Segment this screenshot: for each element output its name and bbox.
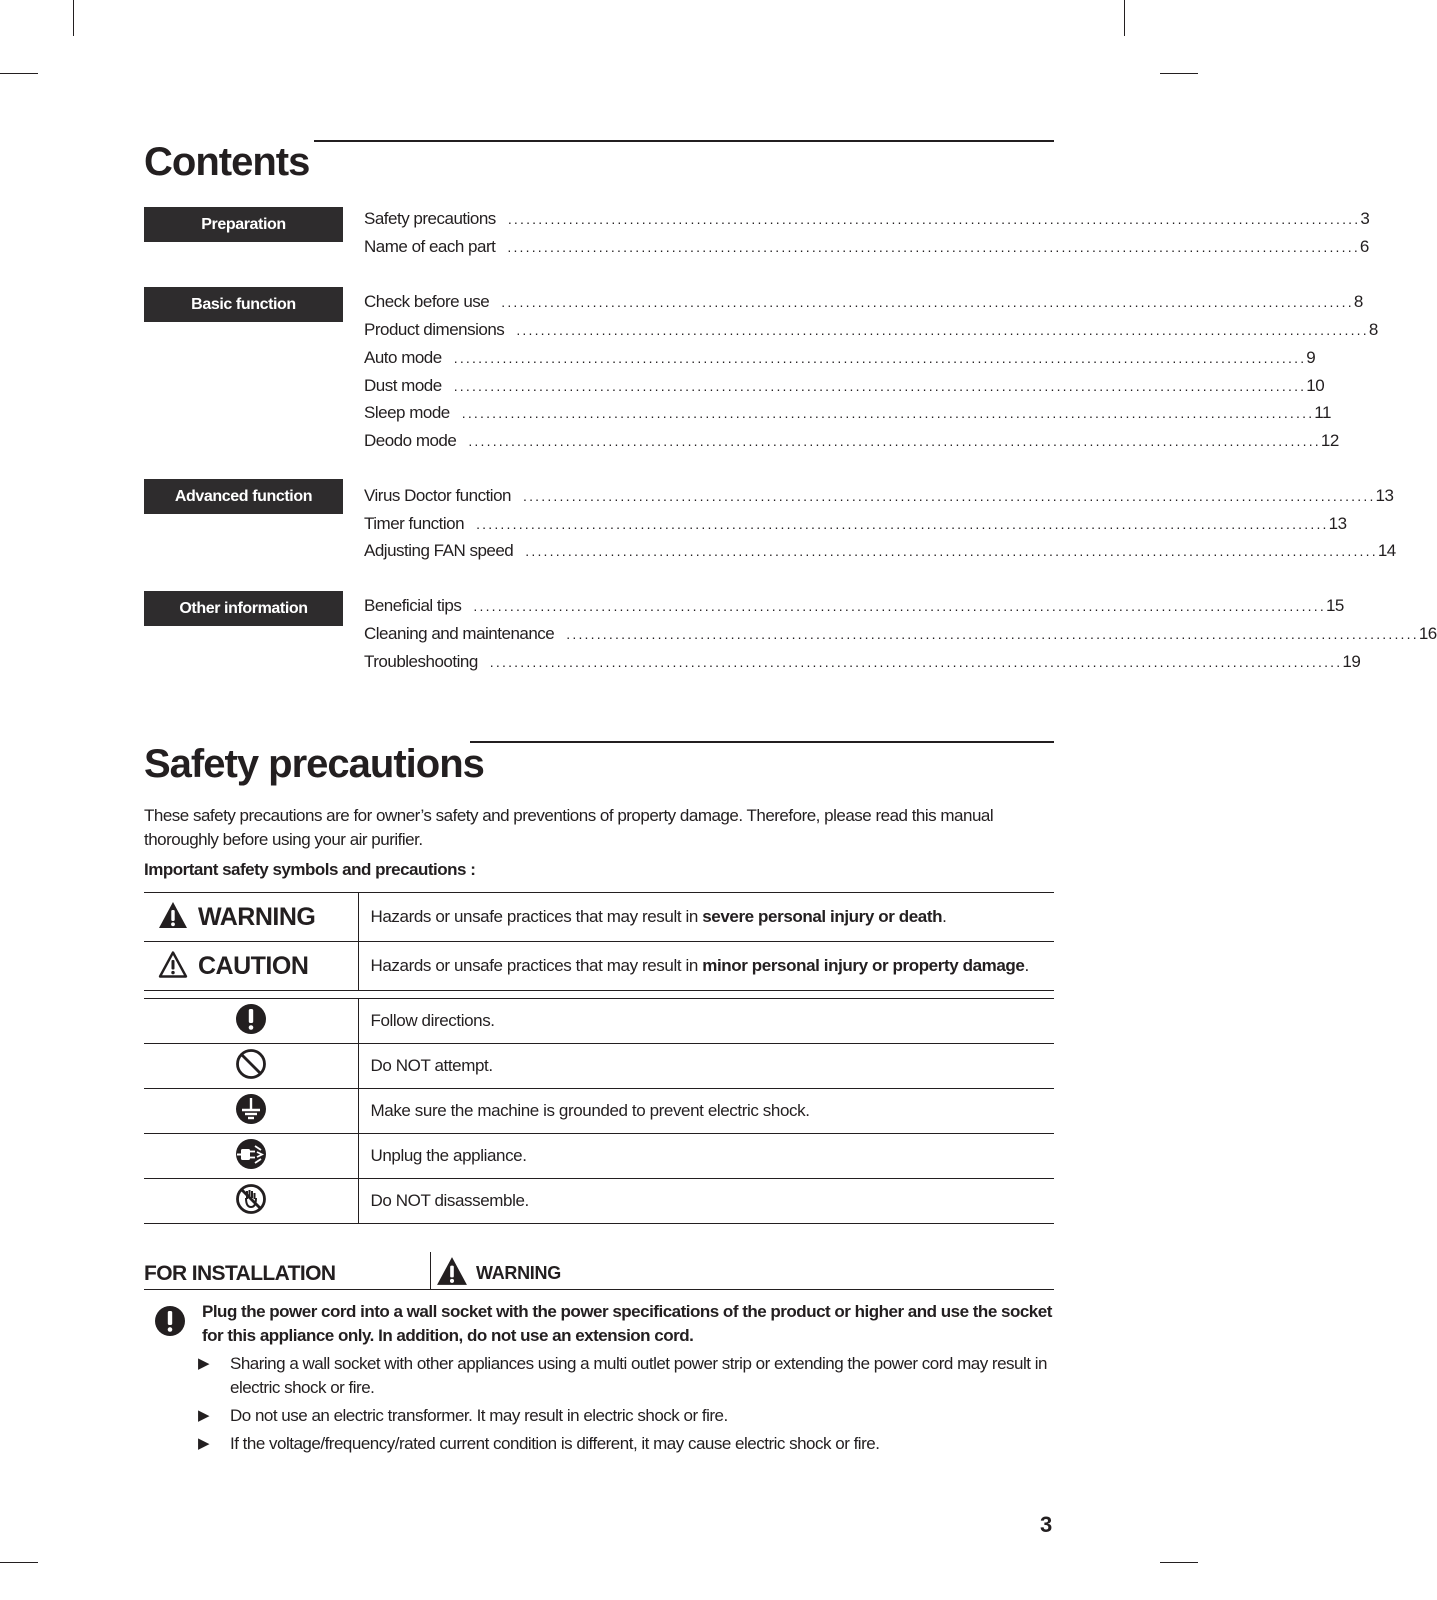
category-preparation: Preparation	[144, 207, 343, 242]
contents-entry-page: 10	[1306, 376, 1325, 395]
safety-rule	[470, 741, 1054, 743]
ground-icon	[235, 1093, 267, 1130]
follow-directions-icon	[235, 1003, 267, 1040]
leader-dots: ............................................................................................................................................	[461, 405, 1315, 421]
divider	[430, 1252, 431, 1290]
contents-entry-page: 8	[1353, 292, 1363, 311]
contents-entry	[364, 620, 1437, 644]
contents-entry-label: Safety precautions	[364, 209, 496, 228]
contents-entry-label: Product dimensions	[364, 320, 505, 339]
crop-mark	[1160, 73, 1198, 74]
leader-dots: ............................................................................................................................................	[525, 543, 1378, 559]
contents-entry	[364, 427, 1339, 451]
table-row	[144, 1089, 1054, 1134]
contents-entry-label: Beneficial tips	[364, 596, 462, 615]
table-row	[144, 1044, 1054, 1089]
table-row	[144, 1134, 1054, 1179]
symbol-description: Make sure the machine is grounded to prevent electric shock.	[358, 1089, 1054, 1134]
contents-entry-label: Timer function	[364, 514, 465, 533]
leader-dots: ............................................................................................................................................	[476, 516, 1329, 532]
safety-subhead: Important safety symbols and precautions :	[144, 860, 476, 879]
caution-emphasis: minor personal injury or property damage	[702, 956, 1025, 975]
do-not-disassemble-icon	[235, 1183, 267, 1220]
contents-entry	[364, 399, 1331, 423]
crop-mark	[1160, 1562, 1198, 1563]
bullet-arrow-icon: ▶	[198, 1435, 210, 1452]
contents-entry	[364, 510, 1347, 534]
contents-entry-label: Troubleshooting	[364, 652, 478, 671]
contents-entry-label: Deodo mode	[364, 431, 457, 450]
contents-entry-label: Sleep mode	[364, 403, 450, 422]
category-other-information: Other information	[144, 591, 343, 626]
contents-entry-page: 9	[1306, 348, 1316, 367]
contents-entry-page: 14	[1377, 541, 1396, 560]
warning-emphasis: severe personal injury or death	[702, 907, 943, 926]
contents-entry-page: 6	[1359, 237, 1369, 256]
contents-entry-page: 16	[1418, 624, 1437, 643]
contents-entry	[364, 233, 1369, 257]
contents-entry-label: Auto mode	[364, 348, 442, 367]
leader-dots: ............................................................................................................................................	[507, 239, 1360, 255]
contents-rule	[314, 140, 1054, 142]
contents-entry-page: 13	[1328, 514, 1347, 533]
leader-dots: ............................................................................................................................................	[453, 378, 1307, 394]
table-row	[144, 1179, 1054, 1224]
contents-entry-page: 12	[1320, 431, 1339, 450]
table-row	[144, 999, 1054, 1044]
follow-directions-icon	[154, 1305, 186, 1342]
list-item: ▶ If the voltage/frequency/rated current condition is different, it may cause electric shock or fire.	[198, 1432, 1058, 1456]
symbol-description: Unplug the appliance.	[358, 1134, 1054, 1179]
contents-entry-label: Cleaning and maintenance	[364, 624, 555, 643]
table-row: WARNING Hazards or unsafe practices that may result in severe personal injury or death.	[144, 893, 1054, 942]
contents-entry	[364, 482, 1394, 506]
caution-description: Hazards or unsafe practices that may result in	[370, 956, 703, 975]
contents-entry	[364, 592, 1344, 616]
leader-dots: ............................................................................................................................................	[501, 294, 1354, 310]
contents-entry-label: Name of each part	[364, 237, 496, 256]
do-not-attempt-icon	[235, 1048, 267, 1085]
contents-entry-label: Adjusting FAN speed	[364, 541, 514, 560]
leader-dots: ............................................................................................................................................	[507, 211, 1361, 227]
warning-label: WARNING	[198, 902, 316, 931]
contents-entry-label: Virus Doctor function	[364, 486, 511, 505]
contents-entry-page: 13	[1375, 486, 1394, 505]
contents-entry-page: 15	[1325, 596, 1344, 615]
symbol-table	[144, 998, 1054, 1224]
hazard-level-table	[144, 892, 1054, 991]
list-item: ▶ Sharing a wall socket with other appliances using a multi outlet power strip or extending the power cord may result in electric shock or fire.	[198, 1352, 1058, 1400]
crop-mark	[73, 0, 74, 36]
warning-icon	[158, 901, 188, 934]
symbol-description: Do NOT disassemble.	[358, 1179, 1054, 1224]
contents-title: Contents	[144, 140, 310, 184]
contents-entry-label: Check before use	[364, 292, 490, 311]
installation-warning-label: WARNING	[476, 1263, 561, 1283]
installation-main-instruction: Plug the power cord into a wall socket with the power specifications of the product or higher and use the socket for this appliance only. In addition, do not use an extension cord.	[202, 1302, 1052, 1345]
contents-entry-page: 19	[1342, 652, 1361, 671]
contents-entry-page: 11	[1314, 403, 1331, 422]
bullet-arrow-icon: ▶	[198, 1355, 210, 1372]
contents-entry	[364, 316, 1378, 340]
crop-mark	[0, 1562, 38, 1563]
leader-dots: ............................................................................................................................................	[468, 433, 1321, 449]
category-advanced-function: Advanced function	[144, 479, 343, 514]
bullet-arrow-icon: ▶	[198, 1407, 210, 1424]
list-item: ▶ Do not use an electric transformer. It may result in electric shock or fire.	[198, 1404, 1058, 1428]
warning-icon	[436, 1256, 468, 1291]
safety-intro: These safety precautions are for owner’s safety and preventions of property damage. Therefore, please read this manual thoroughly before using your air purifier.	[144, 806, 994, 849]
caution-icon	[158, 950, 188, 983]
symbol-description: Do NOT attempt.	[358, 1044, 1054, 1089]
contents-entry	[364, 344, 1316, 368]
contents-entry	[364, 648, 1361, 672]
leader-dots: ............................................................................................................................................	[473, 598, 1326, 614]
contents-entry	[364, 288, 1363, 312]
contents-entry-label: Dust mode	[364, 376, 442, 395]
contents-entry	[364, 205, 1370, 229]
crop-mark	[1124, 0, 1125, 36]
contents-entry-page: 3	[1360, 209, 1370, 228]
warning-description: Hazards or unsafe practices that may result in	[370, 907, 703, 926]
crop-mark	[0, 73, 38, 74]
leader-dots: ............................................................................................................................................	[566, 626, 1419, 642]
contents-entry	[364, 537, 1396, 561]
leader-dots: ............................................................................................................................................	[489, 654, 1343, 670]
leader-dots: ............................................................................................................................................	[516, 322, 1369, 338]
safety-title: Safety precautions	[144, 742, 484, 786]
caution-label: CAUTION	[198, 951, 309, 980]
installation-header	[144, 1252, 1054, 1290]
installation-title: FOR INSTALLATION	[144, 1262, 336, 1285]
contents-entry	[364, 372, 1325, 396]
leader-dots: ............................................................................................................................................	[522, 488, 1376, 504]
unplug-icon	[235, 1138, 267, 1175]
contents-entry-page: 8	[1368, 320, 1378, 339]
leader-dots: ............................................................................................................................................	[453, 350, 1307, 366]
table-row: CAUTION Hazards or unsafe practices that may result in minor personal injury or property damage.	[144, 942, 1054, 991]
page-number: 3	[1040, 1512, 1053, 1537]
category-basic-function: Basic function	[144, 287, 343, 322]
symbol-description: Follow directions.	[358, 999, 1054, 1044]
